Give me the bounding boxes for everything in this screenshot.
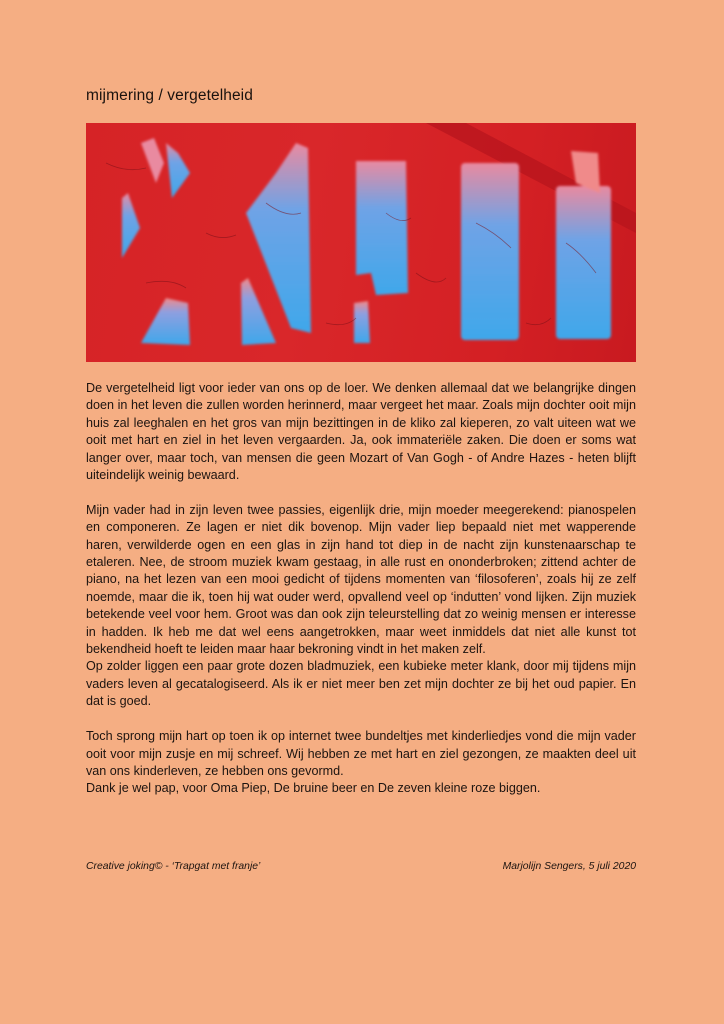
article-body — [86, 380, 636, 798]
footer-author-date: Marjolijn Sengers, 5 juli 2020 — [502, 861, 636, 872]
footer-credit: Creative joking© - ‘Trapgat met franje’ — [86, 861, 261, 872]
paragraph: Dank je wel pap, voor Oma Piep, De bruine beer en De zeven kleine roze biggen. — [86, 781, 541, 796]
page-title: mijmering / vergetelheid — [86, 87, 253, 104]
window-shadow-illustration — [86, 123, 636, 362]
paragraph: Op zolder liggen een paar grote dozen bladmuziek, een kubieke meter klank, door mij tijdens mijn vaders leven al gecatalogiseerd. Als ik er niet meer ben zet mijn dochter ze bij het oud papier. En dat is goed. — [86, 659, 636, 709]
page-footer — [86, 861, 636, 872]
header-photo — [86, 123, 636, 362]
paragraph: De vergetelheid ligt voor ieder van ons op de loer. We denken allemaal dat we belangrijke dingen doen in het leven die zullen worden herinnerd, maar vergeet het maar. Zoals mijn dochter ooit mijn huis zal leeghalen en het gros van mijn bezittingen in de kliko zal kieperen, zo valt uiteen wat we ooit met hart en ziel in het leven vergaarden. Ja, ook immateriële zaken. Die doen er soms wat langer over, maar toch, van mensen die geen Mozart of Van Gogh - of Andre Hazes - heten blijft uiteindelijk weinig bewaard. — [86, 381, 636, 483]
paragraph: Mijn vader had in zijn leven twee passies, eigenlijk drie, mijn moeder meegerekend: pianospelen en componeren. Ze lagen er niet dik bovenop. Mijn vader liep bepaald niet met wapperende haren, verwilderde ogen en een glas in zijn hand tot diep in de nacht zijn kunstenaarschap te etaleren. Nee, de stroom muziek kwam gestaag, in alle rust en ononderbroken; zittend achter de piano, na het lezen van een mooi gedicht of tijdens momenten van ‘filosoferen’, zoals hij ze zelf noemde, maar die ik, toen hij wat ouder werd, opvallend veel op ‘indutten’ vond lijken. Zijn muziek betekende veel voor hem. Groot was dan ook zijn teleurstelling dat zo weinig mensen er interesse in hadden. Ik heb me dat wel eens aangetrokken, maar weet inmiddels dat niet alle kunst tot bekendheid hoeft te leiden maar haar bekroning vindt in het maken zelf. — [86, 502, 636, 657]
paragraph: Toch sprong mijn hart op toen ik op internet twee bundeltjes met kinderliedjes vond die mijn vader ooit voor mijn zusje en mij schreef. Wij hebben ze met hart en ziel gezongen, ze maakten deel uit van ons kinderleven, ze hebben ons gevormd. — [86, 729, 636, 778]
